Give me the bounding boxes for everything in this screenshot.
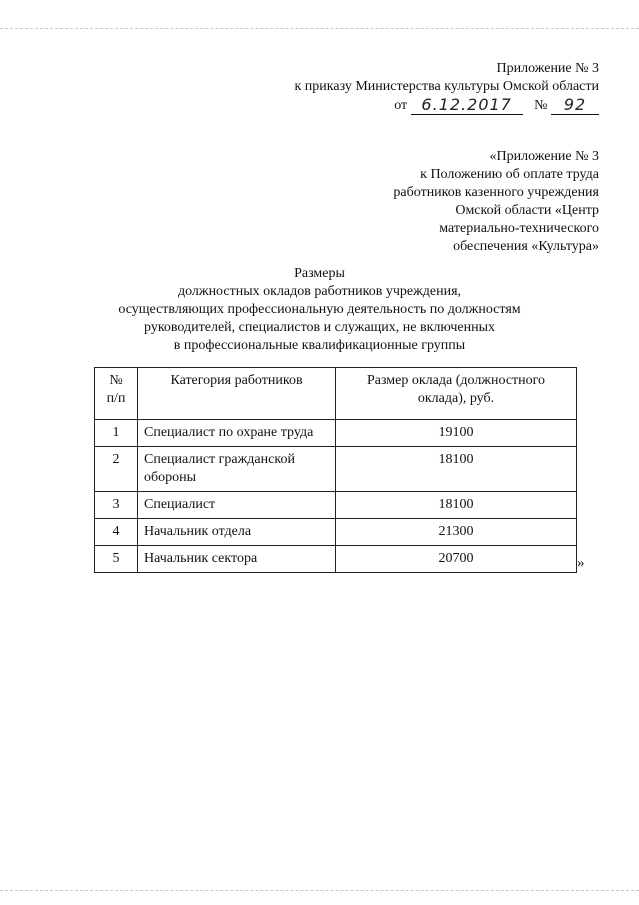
date-prefix: от <box>394 98 408 113</box>
row-category: Специалист по охране труда <box>138 420 336 447</box>
table-row <box>95 420 577 447</box>
row-number: 5 <box>95 546 138 573</box>
reference-line: к Положению об оплате труда <box>420 167 599 182</box>
row-salary: 20700 <box>336 546 577 573</box>
row-number: 3 <box>95 492 138 519</box>
order-reference: к приказу Министерства культуры Омской области <box>294 79 599 94</box>
row-number: 4 <box>95 519 138 546</box>
row-salary: 18100 <box>336 492 577 519</box>
row-category: Начальник отдела <box>138 519 336 546</box>
row-category: Начальник сектора <box>138 546 336 573</box>
row-category: Специалист гражданской обороны <box>138 447 336 492</box>
reference-line: материально-технического <box>439 221 599 236</box>
header-salary: Размер оклада (должностного оклада), руб. <box>336 368 577 420</box>
table-row <box>95 447 577 492</box>
reference-line: обеспечения «Культура» <box>453 239 599 254</box>
header-number <box>95 368 138 420</box>
header-category: Категория работников <box>138 368 336 420</box>
table-header-row <box>95 368 577 420</box>
handwritten-number: 92 <box>551 96 599 115</box>
appendix-number: Приложение № 3 <box>496 61 599 76</box>
document-title-line: в профессиональные квалификационные группы <box>173 338 466 353</box>
table-row <box>95 546 577 573</box>
row-salary: 18100 <box>336 447 577 492</box>
header-number-line1: № <box>109 373 123 388</box>
document-title-line: должностных окладов работников учреждения, <box>177 284 462 299</box>
table-row <box>95 519 577 546</box>
row-salary: 21300 <box>336 519 577 546</box>
order-date-number-line <box>394 96 599 115</box>
document-title-line: осуществляющих профессиональную деятельность по должностям <box>118 302 521 317</box>
handwritten-date: 6.12.2017 <box>411 96 523 115</box>
row-number: 1 <box>95 420 138 447</box>
scan-edge-top <box>0 28 639 29</box>
row-number: 2 <box>95 447 138 492</box>
row-salary: 19100 <box>336 420 577 447</box>
document-title: Размеры <box>294 266 345 281</box>
salary-table <box>94 367 577 573</box>
reference-line: Омской области «Центр <box>455 203 599 218</box>
document-title-line: руководителей, специалистов и служащих, не включенных <box>144 320 495 335</box>
reference-line: работников казенного учреждения <box>393 185 599 200</box>
row-category: Специалист <box>138 492 336 519</box>
number-prefix: № <box>534 98 548 113</box>
header-number-line2: п/п <box>106 391 126 406</box>
table-row <box>95 492 577 519</box>
reference-line: «Приложение № 3 <box>489 149 599 164</box>
closing-quote: » <box>577 555 585 571</box>
scan-edge-bottom <box>0 890 639 891</box>
